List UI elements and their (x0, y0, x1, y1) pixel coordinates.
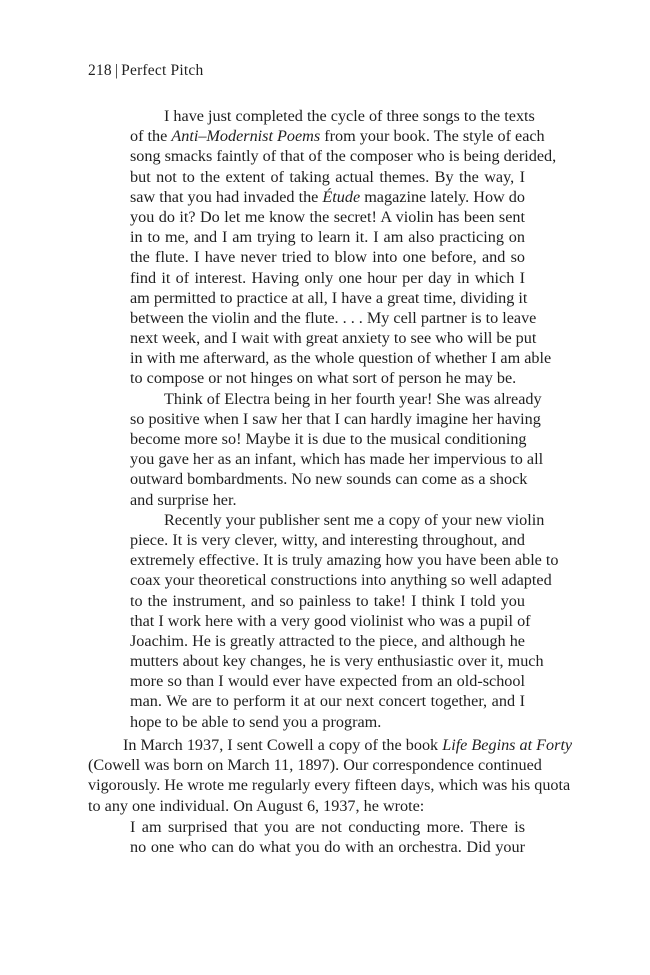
text-line (130, 530, 525, 550)
text-line (130, 288, 528, 308)
text-run: saw that you had invaded the (130, 187, 323, 206)
text-run: to compose or not hinges on what sort of person he may be. (130, 369, 517, 388)
text-run: of the (130, 127, 172, 146)
text-run: mutters about key changes, he is very enthusiastic over it, much (130, 652, 544, 671)
text-line (130, 409, 541, 429)
text-run: in with me afterward, as the whole question of whether I am able (130, 349, 552, 368)
text-run: in to me, and I am trying to learn it. I am also practicing on (130, 228, 525, 247)
text-line (130, 247, 525, 267)
page-number: 218 (88, 62, 112, 79)
text-run: piece. It is very clever, witty, and interesting throughout, and (130, 530, 525, 549)
text-line (130, 126, 545, 146)
text-run: become more so! Maybe it is due to the musical conditioning (130, 430, 527, 448)
text-line (88, 755, 542, 775)
text-run: Recently your publisher sent me a copy of your new violin (164, 510, 545, 529)
text-line (130, 611, 531, 631)
text-run: that I work here with a very good violinist who was a pupil of (130, 611, 531, 630)
text-line (130, 308, 537, 328)
text-line (130, 712, 525, 732)
text-run: extremely effective. It is truly amazing how you have been able to (130, 551, 559, 570)
text-line (130, 651, 544, 671)
text-line (130, 429, 525, 449)
text-line (130, 631, 525, 651)
text-line (88, 796, 525, 816)
text-line (130, 389, 542, 409)
text-run: next week, and I wait with great anxiety to see who will be put (130, 329, 537, 348)
letter-excerpt-block (130, 106, 559, 732)
running-title: Perfect Pitch (121, 62, 204, 79)
text-line (130, 449, 544, 469)
running-head (88, 62, 203, 80)
text-line (130, 368, 525, 388)
text-run: you gave her as an infant, which has made her impervious to all (130, 450, 544, 469)
text-run: more so than I would ever have expected from an old-school (130, 672, 525, 691)
text-run: Think of Electra being in her fourth year! She was already (164, 389, 542, 408)
text-line (130, 268, 525, 288)
text-run: hope to be able to send you a program. (130, 712, 382, 731)
text-run: man. We are to perform it at our next concert together, and I (130, 692, 525, 711)
text-line (130, 187, 525, 207)
text-line (130, 328, 537, 348)
text-line (130, 691, 525, 711)
italic-title: Anti–Modernist Poems (171, 127, 321, 146)
text-line (130, 207, 525, 227)
text-line (130, 817, 525, 837)
text-run: I have just completed the cycle of three songs to the texts (164, 107, 535, 125)
text-run: the flute. I have never tried to blow into one before, and so (130, 248, 525, 267)
text-run: find it of interest. Having only one hour per day in which I (130, 268, 525, 287)
text-line (130, 591, 525, 611)
text-line (130, 570, 552, 590)
text-line (130, 469, 528, 489)
text-run: between the violin and the flute. . . . My cell partner is to leave (130, 308, 537, 327)
text-run: vigorously. He wrote me regularly every fifteen days, which was his quota (88, 776, 571, 795)
text-run: Joachim. He is greatly attracted to the piece, and although he (130, 631, 525, 650)
text-run: magazine lately. How do (360, 187, 525, 206)
text-run: from your book. The style of each (320, 127, 545, 146)
text-line (88, 775, 571, 795)
text-run: you do it? Do let me know the secret! A violin has been sent (130, 207, 525, 226)
text-run: outward bombardments. No new sounds can come as a shock (130, 470, 528, 489)
text-run: no one who can do what you do with an orchestra. Did your (130, 838, 525, 857)
text-run: I am surprised that you are not conducting more. There is (130, 818, 525, 836)
text-line (130, 550, 559, 570)
text-line (130, 490, 525, 510)
text-run: (Cowell was born on March 11, 1897). Our correspondence continued (88, 756, 542, 775)
text-run: but not to the extent of taking actual themes. By the way, I (130, 167, 525, 186)
text-run: to the instrument, and so painless to take! I think I told you (130, 591, 525, 610)
text-line (130, 146, 557, 166)
text-line (130, 671, 525, 691)
text-line (130, 348, 552, 368)
text-run: and surprise her. (130, 490, 237, 509)
text-line (130, 837, 525, 857)
text-run: song smacks faintly of that of the composer who is being derided, (130, 147, 557, 166)
text-run: to any one individual. On August 6, 1937, he wrote: (88, 796, 425, 815)
header-separator: | (114, 62, 119, 79)
text-run: am permitted to practice at all, I have a great time, dividing it (130, 288, 528, 307)
text-line (130, 227, 525, 247)
text-line (130, 510, 545, 530)
italic-title: Life Begins at Forty (442, 736, 573, 754)
text-run: coax your theoretical constructions into anything so well adapted (130, 571, 552, 590)
text-run: so positive when I saw her that I can hardly imagine her having (130, 409, 541, 428)
letter-excerpt-block-2 (130, 817, 525, 857)
text-line (130, 167, 525, 187)
text-line (130, 106, 535, 126)
italic-title: Étude (322, 187, 361, 206)
text-line (88, 735, 573, 755)
text-run: In March 1937, I sent Cowell a copy of the book (123, 736, 443, 754)
narrative-paragraph (88, 735, 573, 816)
